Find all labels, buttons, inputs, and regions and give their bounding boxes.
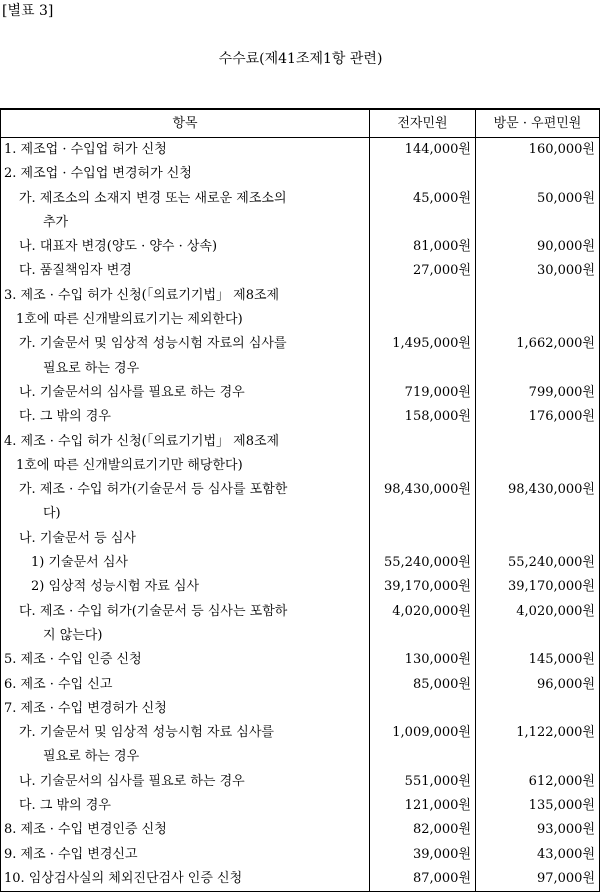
fee-item (1, 551, 370, 575)
fee-visit-mail (476, 284, 600, 333)
table-row (1, 551, 600, 575)
fee-item-label: 가. 기술문서 및 임상적 성능시험 자료의 심사를 (19, 336, 287, 352)
fee-electronic: 98,430,000원 (370, 478, 476, 527)
fee-item (1, 284, 370, 333)
table-row (1, 600, 600, 649)
fee-visit-mail: 97,000원 (476, 867, 600, 892)
table-row (1, 381, 600, 405)
fee-visit-mail (476, 697, 600, 721)
fee-item (1, 673, 370, 697)
table-row (1, 673, 600, 697)
fee-electronic (370, 162, 476, 186)
fee-visit-mail: 55,240,000원 (476, 551, 600, 575)
fee-electronic: 82,000원 (370, 818, 476, 842)
fee-item-label: 8. 제조 · 수입 변경인증 신청 (4, 822, 167, 838)
fee-visit-mail: 145,000원 (476, 648, 600, 672)
fee-item-label: 7. 제조 · 수입 변경허가 신청 (4, 700, 167, 716)
fee-item-label: 1) 기술문서 심사 (31, 555, 128, 571)
table-row (1, 235, 600, 259)
fee-visit-mail: 93,000원 (476, 818, 600, 842)
fee-visit-mail: 176,000원 (476, 405, 600, 429)
fee-item-label-continued: 다) (43, 506, 61, 522)
table-row (1, 162, 600, 186)
fee-visit-mail: 98,430,000원 (476, 478, 600, 527)
fee-item-label-continued: 1호에 따른 신개발의료기기만 해당한다) (16, 457, 243, 473)
fee-item (1, 843, 370, 867)
fee-visit-mail: 160,000원 (476, 138, 600, 163)
fee-item (1, 381, 370, 405)
table-row (1, 818, 600, 842)
fee-item (1, 527, 370, 551)
fee-electronic (370, 697, 476, 721)
fee-visit-mail: 612,000원 (476, 770, 600, 794)
fee-item-label: 10. 임상검사실의 체외진단검사 인증 신청 (4, 870, 243, 886)
header-electronic: 전자민원 (370, 109, 476, 138)
fee-electronic: 719,000원 (370, 381, 476, 405)
table-row (1, 405, 600, 429)
fee-electronic: 85,000원 (370, 673, 476, 697)
fee-item-label: 다. 제조 · 수입 허가(기술문서 등 심사는 포함하 (19, 603, 288, 619)
table-row (1, 770, 600, 794)
fee-electronic: 551,000원 (370, 770, 476, 794)
fee-item-label: 다. 그 밖의 경우 (19, 409, 111, 425)
fee-item (1, 575, 370, 599)
table-row (1, 430, 600, 479)
fee-item-label: 4. 제조 · 수입 허가 신청(「의료기기법」 제8조제 (4, 433, 280, 449)
fee-electronic: 144,000원 (370, 138, 476, 163)
fee-item-label-continued: 필요로 하는 경우 (43, 749, 140, 765)
fee-electronic (370, 430, 476, 479)
fee-visit-mail: 43,000원 (476, 843, 600, 867)
fee-item (1, 162, 370, 186)
table-header-row (1, 109, 600, 138)
fee-item-label: 다. 품질책임자 변경 (19, 263, 132, 279)
fee-table-body (1, 138, 600, 892)
fee-item (1, 405, 370, 429)
fee-item (1, 430, 370, 479)
fee-electronic: 121,000원 (370, 794, 476, 818)
fee-item-label: 가. 제조 · 수입 허가(기술문서 등 심사를 포함한 (19, 482, 288, 498)
fee-item-label: 가. 기술문서 및 임상적 성능시험 자료 심사를 (19, 725, 274, 741)
fee-electronic (370, 284, 476, 333)
fee-electronic: 55,240,000원 (370, 551, 476, 575)
fee-item-label: 나. 기술문서 등 심사 (19, 530, 136, 546)
fee-item-label-continued: 추가 (43, 214, 69, 230)
table-row (1, 332, 600, 381)
fee-visit-mail: 4,020,000원 (476, 600, 600, 649)
table-row (1, 867, 600, 892)
table-row (1, 843, 600, 867)
fee-item-label: 2. 제조업 · 수입업 변경허가 신청 (4, 166, 192, 182)
table-row (1, 187, 600, 236)
fee-item-label: 6. 제조 · 수입 신고 (4, 676, 113, 692)
fee-item-label-continued: 필요로 하는 경우 (43, 360, 140, 376)
fee-item (1, 187, 370, 236)
fee-visit-mail: 1,662,000원 (476, 332, 600, 381)
fee-table (0, 108, 600, 892)
header-visit-mail: 방문 · 우편민원 (476, 109, 600, 138)
fee-electronic: 27,000원 (370, 259, 476, 283)
fee-item-label: 9. 제조 · 수입 변경신고 (4, 846, 138, 862)
fee-electronic: 4,020,000원 (370, 600, 476, 649)
table-row (1, 478, 600, 527)
fee-item-label: 나. 대표자 변경(양도 · 양수 · 상속) (19, 239, 218, 255)
fee-item-label: 나. 기술문서의 심사를 필요로 하는 경우 (19, 773, 245, 789)
fee-electronic: 39,170,000원 (370, 575, 476, 599)
fee-item-label-continued: 1호에 따른 신개발의료기기는 제외한다) (16, 312, 243, 328)
fee-item-label: 나. 기술문서의 심사를 필요로 하는 경우 (19, 384, 245, 400)
fee-item (1, 259, 370, 283)
fee-item-label: 1. 제조업 · 수입업 허가 신청 (4, 142, 167, 157)
fee-item (1, 697, 370, 721)
fee-electronic: 45,000원 (370, 187, 476, 236)
fee-item-label: 5. 제조 · 수입 인증 신청 (4, 652, 142, 668)
fee-visit-mail: 135,000원 (476, 794, 600, 818)
fee-visit-mail: 30,000원 (476, 259, 600, 283)
fee-visit-mail: 90,000원 (476, 235, 600, 259)
table-row (1, 721, 600, 770)
fee-item (1, 648, 370, 672)
fee-electronic: 1,495,000원 (370, 332, 476, 381)
table-row (1, 527, 600, 551)
fee-item-label: 다. 그 밖의 경우 (19, 798, 111, 814)
fee-visit-mail (476, 527, 600, 551)
fee-item (1, 818, 370, 842)
fee-electronic: 81,000원 (370, 235, 476, 259)
fee-item-label: 2) 임상적 성능시험 자료 심사 (31, 579, 200, 595)
table-row (1, 284, 600, 333)
fee-electronic: 1,009,000원 (370, 721, 476, 770)
fee-electronic: 130,000원 (370, 648, 476, 672)
fee-item-label-continued: 지 않는다) (43, 627, 103, 643)
fee-visit-mail (476, 430, 600, 479)
fee-visit-mail (476, 162, 600, 186)
fee-item (1, 478, 370, 527)
fee-item (1, 332, 370, 381)
table-row (1, 648, 600, 672)
fee-item (1, 721, 370, 770)
annex-label: [별표 3] (2, 3, 54, 19)
fee-item-label: 3. 제조 · 수입 허가 신청(「의료기기법」 제8조제 (4, 287, 280, 303)
fee-item (1, 600, 370, 649)
fee-visit-mail: 39,170,000원 (476, 575, 600, 599)
document-title: 수수료(제41조제1항 관련) (218, 51, 383, 67)
fee-item (1, 235, 370, 259)
fee-item (1, 794, 370, 818)
fee-electronic: 39,000원 (370, 843, 476, 867)
fee-visit-mail: 96,000원 (476, 673, 600, 697)
fee-item (1, 770, 370, 794)
table-row (1, 259, 600, 283)
table-row (1, 575, 600, 599)
table-row (1, 697, 600, 721)
fee-electronic (370, 527, 476, 551)
fee-visit-mail: 1,122,000원 (476, 721, 600, 770)
fee-electronic: 158,000원 (370, 405, 476, 429)
fee-visit-mail: 799,000원 (476, 381, 600, 405)
table-row (1, 794, 600, 818)
fee-item (1, 138, 370, 163)
fee-item (1, 867, 370, 892)
table-row (1, 138, 600, 163)
fee-visit-mail: 50,000원 (476, 187, 600, 236)
header-item: 항목 (1, 109, 370, 138)
fee-item-label: 가. 제조소의 소재지 변경 또는 새로운 제조소의 (19, 190, 287, 206)
fee-electronic: 87,000원 (370, 867, 476, 892)
